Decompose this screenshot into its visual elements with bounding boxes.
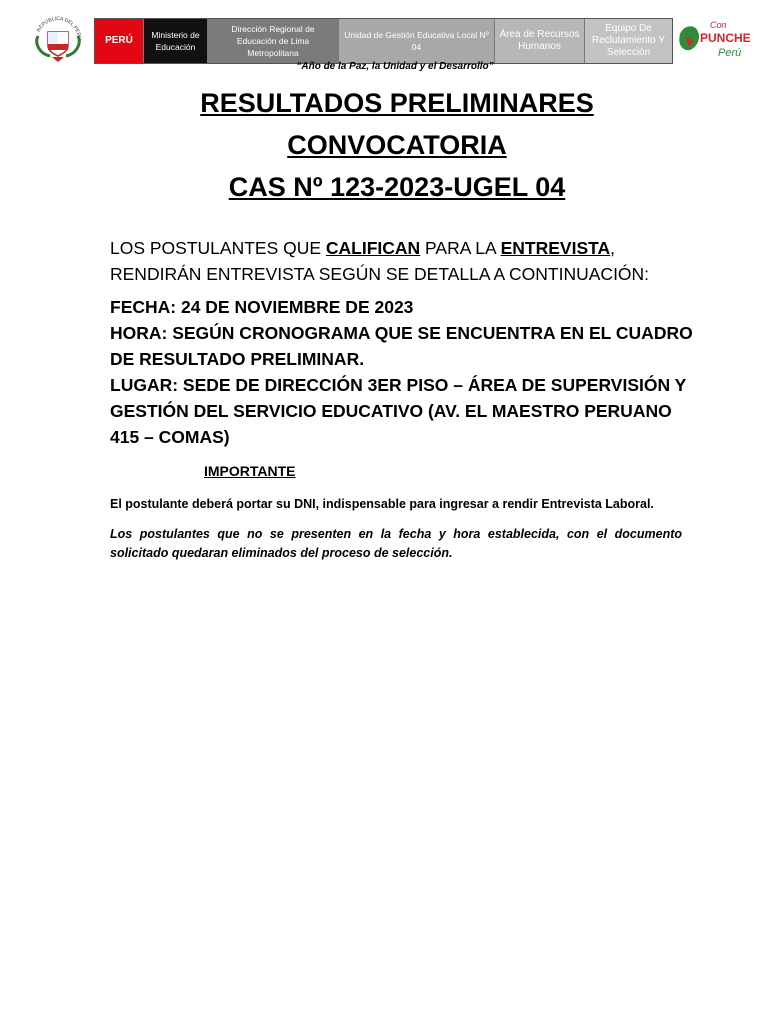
detail-hora: HORA: SEGÚN CRONOGRAMA QUE SE ENCUENTRA EN EL CUADRO DE RESULTADO PRELIMINAR. <box>110 323 693 369</box>
absent-notice: Los postulantes que no se presenten en la fecha y hora establecida, con el documento solicitado quedaran eliminados del proceso de selección. <box>110 527 682 560</box>
header-ugel: Unidad de Gestión Educativa Local Nº 04 <box>338 19 494 63</box>
header-peru: PERÚ <box>95 19 143 63</box>
emph-entrevista: ENTREVISTA <box>500 238 611 258</box>
header-direccion-regional: Dirección Regional de Educación de Lima Metropolitana <box>207 19 338 63</box>
year-motto: “Año de la Paz, la Unidad y el Desarrollo” <box>296 61 494 72</box>
peru-coat-of-arms-icon <box>30 10 86 66</box>
intro-paragraph: LOS POSTULANTES QUE CALIFICAN PARA LA ENTREVISTA, RENDIRÁN ENTREVISTA SEGÚN SE DETALLA A CONTINUACIÓN: <box>110 238 650 284</box>
emph-califican: CALIFICAN <box>325 238 421 258</box>
institution-header-band <box>94 18 673 64</box>
seal-text: REPÚBLICA DEL PERÚ <box>35 15 83 41</box>
detail-fecha: FECHA: 24 DE NOVIEMBRE DE 2023 <box>110 297 414 317</box>
dni-notice: El postulante deberá portar su DNI, indispensable para ingresar a rendir Entrevista Laboral. <box>110 497 654 511</box>
header-area-rrhh: Área de Recursos Humanos <box>494 19 584 63</box>
header-ministerio: Ministerio de Educación <box>143 19 207 63</box>
con-punche-peru-logo <box>676 14 754 62</box>
title-line-3: CAS Nº 123-2023-UGEL 04 <box>228 172 566 202</box>
logo-text-peru: Perú <box>718 47 742 59</box>
header-equipo-reclutamiento: Equipo De Reclutamiento Y Selección <box>584 19 672 63</box>
importante-heading: IMPORTANTE <box>204 463 296 479</box>
logo-text-con: Con <box>710 20 727 30</box>
interview-details <box>110 294 700 450</box>
logo-text-punche: PUNCHE <box>700 31 751 45</box>
title-line-1: RESULTADOS PRELIMINARES <box>200 88 594 118</box>
detail-lugar: LUGAR: SEDE DE DIRECCIÓN 3ER PISO – ÁREA DE SUPERVISIÓN Y GESTIÓN DEL SERVICIO EDUCATIVO (AV. EL MAESTRO PERUANO 415 – COMAS) <box>110 375 687 447</box>
title-line-2: CONVOCATORIA <box>287 130 507 160</box>
